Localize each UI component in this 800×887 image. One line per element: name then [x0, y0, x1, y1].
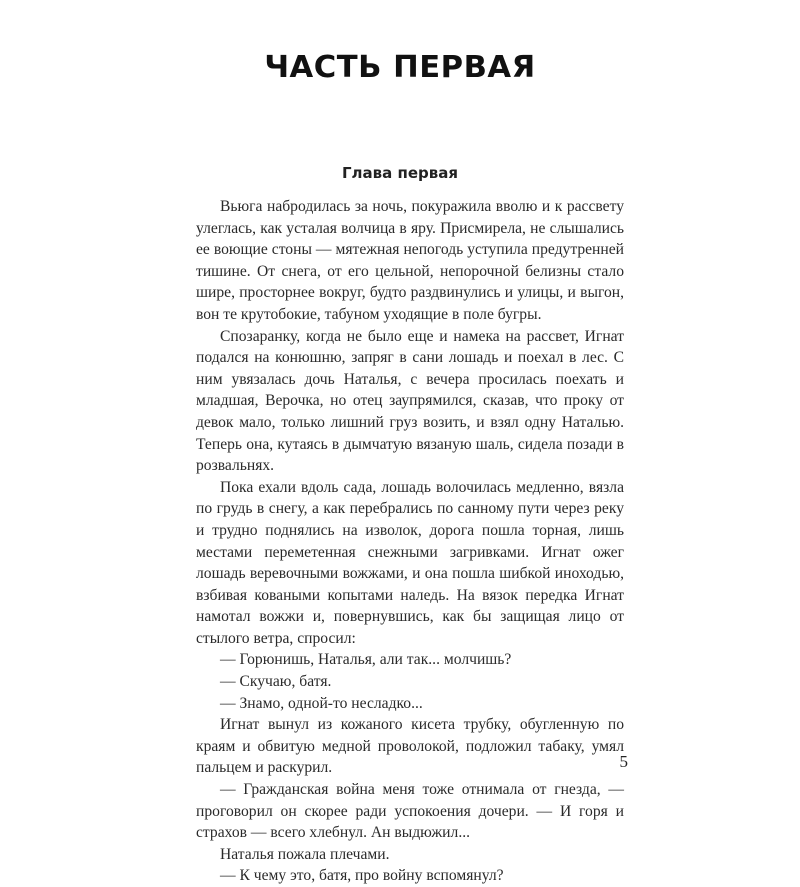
paragraph: Игнат вынул из кожаного кисета трубку, обугленную по краям и обвитую медной проволокой, подложил табаку, умял пальцем и раскурил.: [196, 716, 624, 777]
chapter-title: Глава первая: [341, 164, 459, 182]
dialogue-line: — К чему это, батя, про войну вспомянул?: [220, 867, 504, 885]
dialogue-line: — Знамо, одной-то несладко...: [220, 694, 423, 712]
paragraph: Вьюга набродилась за ночь, покуражила вволю и к рассвету улеглась, как усталая волчица в яру. Присмирела, не слышались ее воющие стоны — мятежная непогодь уступила предутренней тишине. От снега, от его цельной, непорочной белизны стало шире, просторнее вокруг, будто раздвинулись и улицы, и выгон, вон те крутобокие, табуном уходящие в поле бугры.: [196, 198, 624, 323]
paragraph: Наталья пожала плечами.: [220, 845, 390, 863]
page-number: 5: [619, 752, 628, 771]
dialogue-line: — Гражданская война меня тоже отнимала от гнезда, — проговорил он скорее ради успокоения дочери. — И горя и страхов — всего хлебнул. Ан выдюжил...: [196, 781, 624, 842]
paragraph: Спозаранку, когда не было еще и намека на рассвет, Игнат подался на конюшню, запряг в сани лошадь и поехал в лес. С ним увязалась дочь Наталья, с вечера просилась поехать и младшая, Верочка, но отец заупрямился, сказав, что проку от девок мало, только лишний груз возить, и взял одну Наталью. Теперь она, кутаясь в дымчатую вязаную шаль, сидела позади в розвальнях.: [196, 327, 624, 475]
dialogue-line: — Горюнишь, Наталья, али так... молчишь?: [220, 651, 512, 669]
part-title: ЧАСТЬ ПЕРВАЯ: [264, 50, 536, 85]
paragraph: Пока ехали вдоль сада, лошадь волочилась медленно, вязла по грудь в снегу, а как перебрались по санному пути через реку и трудно поднялись на изволок, дорога пошла торная, лишь местами переметенная снежными загривками. Игнат ожег лошадь веревочными вожжами, и она пошла шибкой иноходью, взбивая коваными копытами наледь. На вязок передка Игнат намотал вожжи и, повернувшись, как бы защищая лицо от стылого ветра, спросил:: [196, 478, 624, 647]
dialogue-line: — Скучаю, батя.: [220, 673, 332, 691]
body-text: [196, 196, 624, 887]
